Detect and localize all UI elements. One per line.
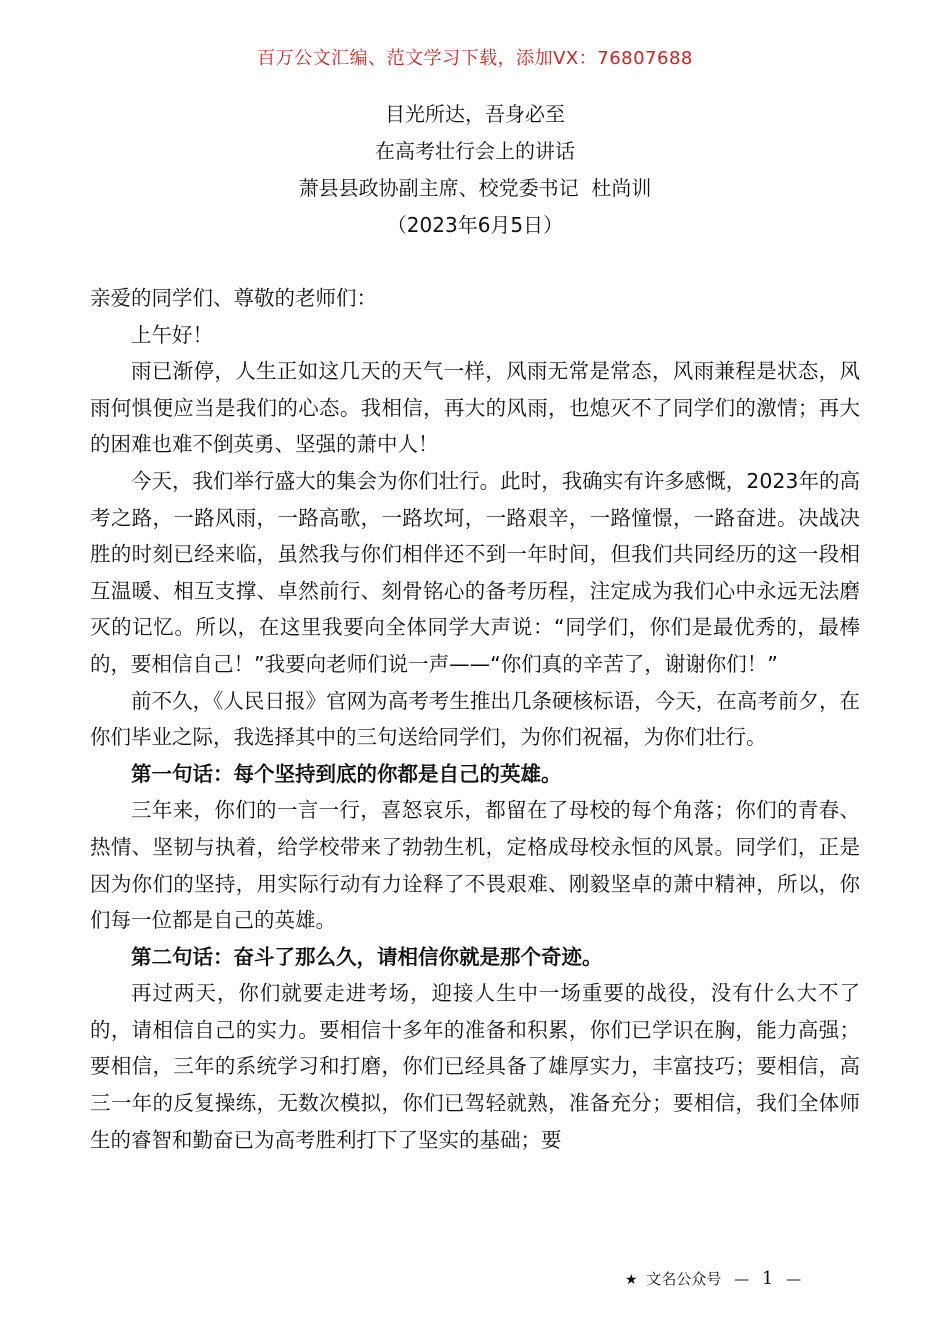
speech-date: （2023年6月5日）	[386, 213, 564, 237]
paragraph-5: 再过两天，你们就要走进考场，迎接人生中一场重要的战役，没有什么大不了的，请相信自己的实力。要相信十多年的准备和积累，你们已学识在胸，能力高强；要相信，三年的系统学习和打磨，你们已经具备了雄厚实力，丰富技巧；要相信，高三一年的反复操练，无数次模拟，你们已驾轻就熟，准备充分；要相信，我们全体师生的睿智和勤奋已为高考胜利打下了坚实的基础；要	[90, 981, 860, 1152]
footer-dash-right: —	[786, 1270, 802, 1288]
star-icon: ★	[625, 1272, 638, 1288]
paragraph-4: 三年来，你们的一言一行，喜怒哀乐，都留在了母校的每个角落；你们的青春、热情、坚韧与执着，给学校带来了勃勃生机，定格成母校永恒的风景。同学们，正是因为你们的坚持，用实际行动有力诠释了不畏艰难、刚毅坚卓的萧中精神，所以，你们每一位都是自己的英雄。	[90, 798, 860, 933]
section-heading-1: 第一句话：每个坚持到底的你都是自己的英雄。	[131, 761, 562, 786]
paragraph-1: 雨已渐停，人生正如这几天的天气一样，风雨无常是常态，风雨兼程是状态，风雨何惧便应当是我们的心态。我相信，再大的风雨，也熄灭不了同学们的激情；再大的困难也难不倒英勇、坚强的萧中人！	[90, 359, 860, 457]
paragraph-2: 今天，我们举行盛大的集会为你们壮行。此时，我确实有许多感慨，2023年的高考之路，一路风雨，一路高歌，一路坎坷，一路艰辛，一路憧憬，一路奋进。决战决胜的时刻已经来临，虽然我与你们相伴还不到一年时间，但我们共同经历的这一段相互温暖、相互支撑、卓然前行、刻骨铭心的备考历程，注定成为我们心中永远无法磨灭的记忆。所以，在这里我要向全体同学大声说：“同学们，你们是最优秀的，最棒的，要相信自己！”我要向老师们说一声——“你们真的辛苦了，谢谢你们！”	[90, 468, 860, 676]
greeting: 上午好！	[131, 322, 213, 347]
footer-dash-left: —	[734, 1270, 750, 1288]
footer-label: 文名公众号	[646, 1270, 722, 1288]
speaker-line: 萧县县政协副主席、校党委书记 杜尚训	[298, 176, 652, 200]
speech-body	[90, 280, 860, 1158]
title-block	[0, 96, 950, 244]
salutation: 亲爱的同学们、尊敬的老师们：	[90, 286, 377, 310]
section-heading-2: 第二句话：奋斗了那么久，请相信你就是那个奇迹。	[131, 944, 603, 969]
speech-title: 目光所达，吾身必至	[385, 102, 565, 126]
watermark-banner: 百万公文汇编、范文学习下载，添加VX：76807688	[257, 48, 693, 69]
paragraph-3: 前不久，《人民日报》官网为高考考生推出几条硬核标语，今天，在高考前夕，在你们毕业之际，我选择其中的三句送给同学们，为你们祝福，为你们壮行。	[90, 688, 860, 750]
speech-subtitle: 在高考壮行会上的讲话	[375, 139, 575, 163]
page-footer	[625, 1266, 855, 1292]
page-number: 1	[761, 1268, 774, 1289]
